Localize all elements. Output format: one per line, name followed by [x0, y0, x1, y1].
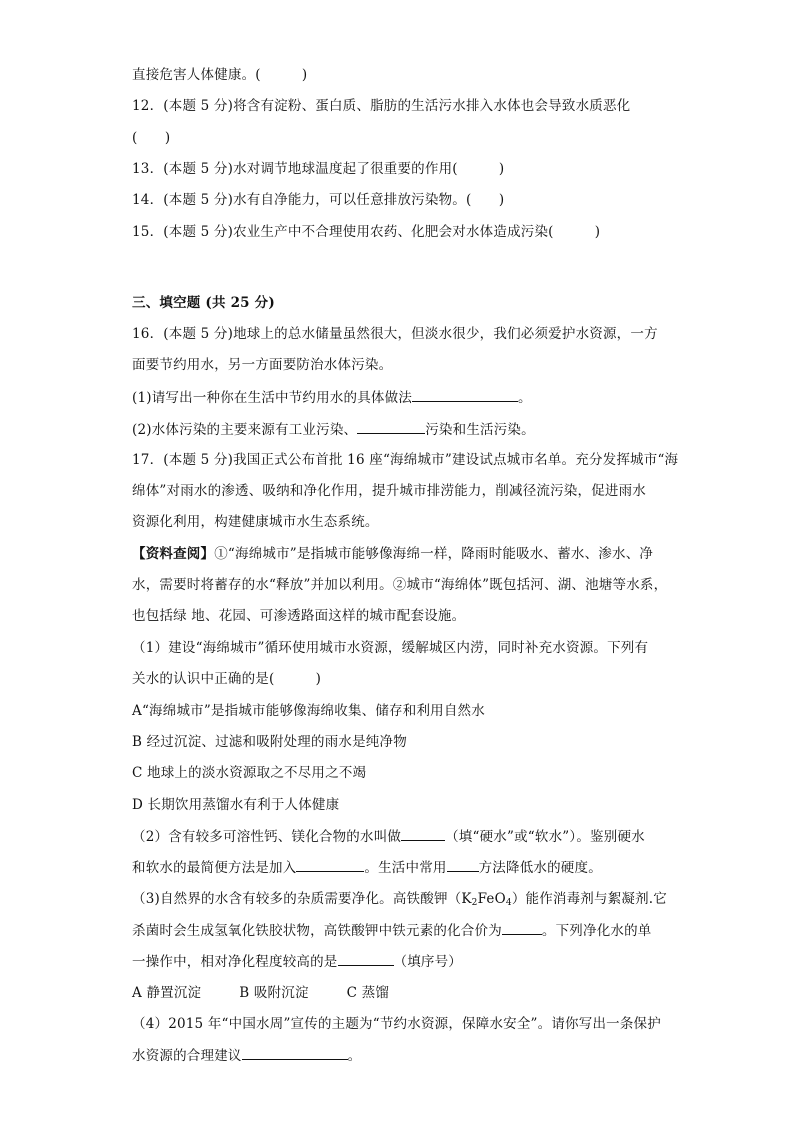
option-b: B 经过沉淀、过滤和吸附处理的雨水是纯净物: [132, 734, 407, 750]
answer-blank[interactable]: [338, 951, 394, 966]
option-d: D 长期饮用蒸馏水有利于人体健康: [132, 797, 340, 813]
q17-text-line1: 17．(本题 5 分)我国正式公布首批 16 座“海绵城市”建设试点城市名单。充分发挥城市“海: [132, 452, 679, 468]
q17-reference-line3: 也包括绿 地、花园、可渗透路面这样的城市配套设施。: [132, 608, 466, 624]
q16-part1: (1)请写出一种你在生活中节约用水的具体做法 。: [132, 387, 532, 408]
q17-part4-line1: （4）2015 年“中国水周”宣传的主题为“节约水资源，保障水安全”。请你写出一条保护: [132, 1016, 661, 1032]
q17-part3-line1: （3)自然界的水含有较多的杂质需要净化。高铁酸钾$(K_2FeO_4)$能作消毒剂与絮凝剂.它: [132, 891, 668, 908]
q12-text: 12．(本题 5 分)将含有淀粉、蛋白质、脂肪的生活污水排入水体也会导致水质恶化: [132, 98, 631, 114]
answer-blank[interactable]: [502, 920, 542, 935]
section-heading-fill-in: 三、填空题 (共 25 分): [132, 295, 275, 311]
answer-blank[interactable]: [401, 826, 445, 841]
option-a: A“海绵城市”是指城市能够像海绵收集、储存和利用自然水: [132, 703, 485, 719]
answer-blank[interactable]: [357, 419, 425, 434]
q12-answer-paren: ( ): [132, 130, 171, 146]
q14-text: 14．(本题 5 分)水有自净能力，可以任意排放污染物。( ): [132, 192, 505, 208]
q13-text: 13．(本题 5 分)水对调节地球温度起了很重要的作用( ): [132, 161, 505, 177]
q17-part1-line2: 关水的认识中正确的是( ): [132, 671, 322, 687]
option-c: C 地球上的淡水资源取之不尽用之不竭: [132, 765, 367, 781]
q17-part2-line2: 和软水的最简便方法是加入 。生活中常用 方法降低水的硬度。: [132, 857, 602, 878]
answer-blank[interactable]: [242, 1045, 348, 1060]
option-a-settle: A 静置沉淀: [132, 985, 202, 1001]
q11-tail: 直接危害人体健康。( ): [132, 67, 308, 83]
answer-blank[interactable]: [412, 387, 518, 402]
q17-part1-line1: （1）建设“海绵城市”循环使用城市水资源，缓解城区内涝，同时补充水资源。下列有: [132, 640, 649, 656]
q16-text-line1: 16．(本题 5 分)地球上的总水储量虽然很大，但淡水很少，我们必须爱护水资源，一方: [132, 326, 658, 342]
q17-reference-line2: 水，需要时将蓄存的水“释放”并加以利用。②城市“海绵体”既包括河、湖、池塘等水系，: [132, 577, 668, 593]
q17-part4-line2: 水资源的合理建议 。: [132, 1045, 361, 1066]
reference-label: 【资料查阅】: [132, 546, 215, 562]
q17-part2-line1: （2）含有较多可溶性钙、镁化合物的水叫做 （填“硬水”或“软水”）。鉴别硬水: [132, 826, 645, 847]
answer-blank[interactable]: [296, 857, 364, 872]
q17-text-line2: 绵体”对雨水的渗透、吸纳和净化作用，提升城市排涝能力，削减径流污染，促进雨水: [132, 483, 647, 499]
option-c-distill: C 蒸馏: [346, 985, 390, 1001]
q16-part2: (2)水体污染的主要来源有工业污染、 污染和生活污染。: [132, 419, 535, 440]
q17-part3-line3: 一操作中，相对净化程度较高的是 （填序号）: [132, 951, 462, 972]
q17-part3-line2: 杀菌时会生成氢氧化铁胶状物，高铁酸钾中铁元素的化合价为 。下列净化水的单: [132, 920, 652, 941]
q17-part3-options: [132, 983, 389, 1003]
q17-reference-line1: 【资料查阅】①“海绵城市”是指城市能够像海绵一样，降雨时能吸水、蓄水、渗水、净: [132, 546, 654, 562]
q15-text: 15．(本题 5 分)农业生产中不合理使用农药、化肥会对水体造成污染( ): [132, 224, 601, 240]
answer-blank[interactable]: [447, 857, 479, 872]
q17-text-line3: 资源化利用，构建健康城市水生态系统。: [132, 514, 379, 530]
option-b-adsorb: B 吸附沉淀: [239, 985, 309, 1001]
q16-text-line2: 面要节约用水，另一方面要防治水体污染。: [132, 357, 393, 373]
